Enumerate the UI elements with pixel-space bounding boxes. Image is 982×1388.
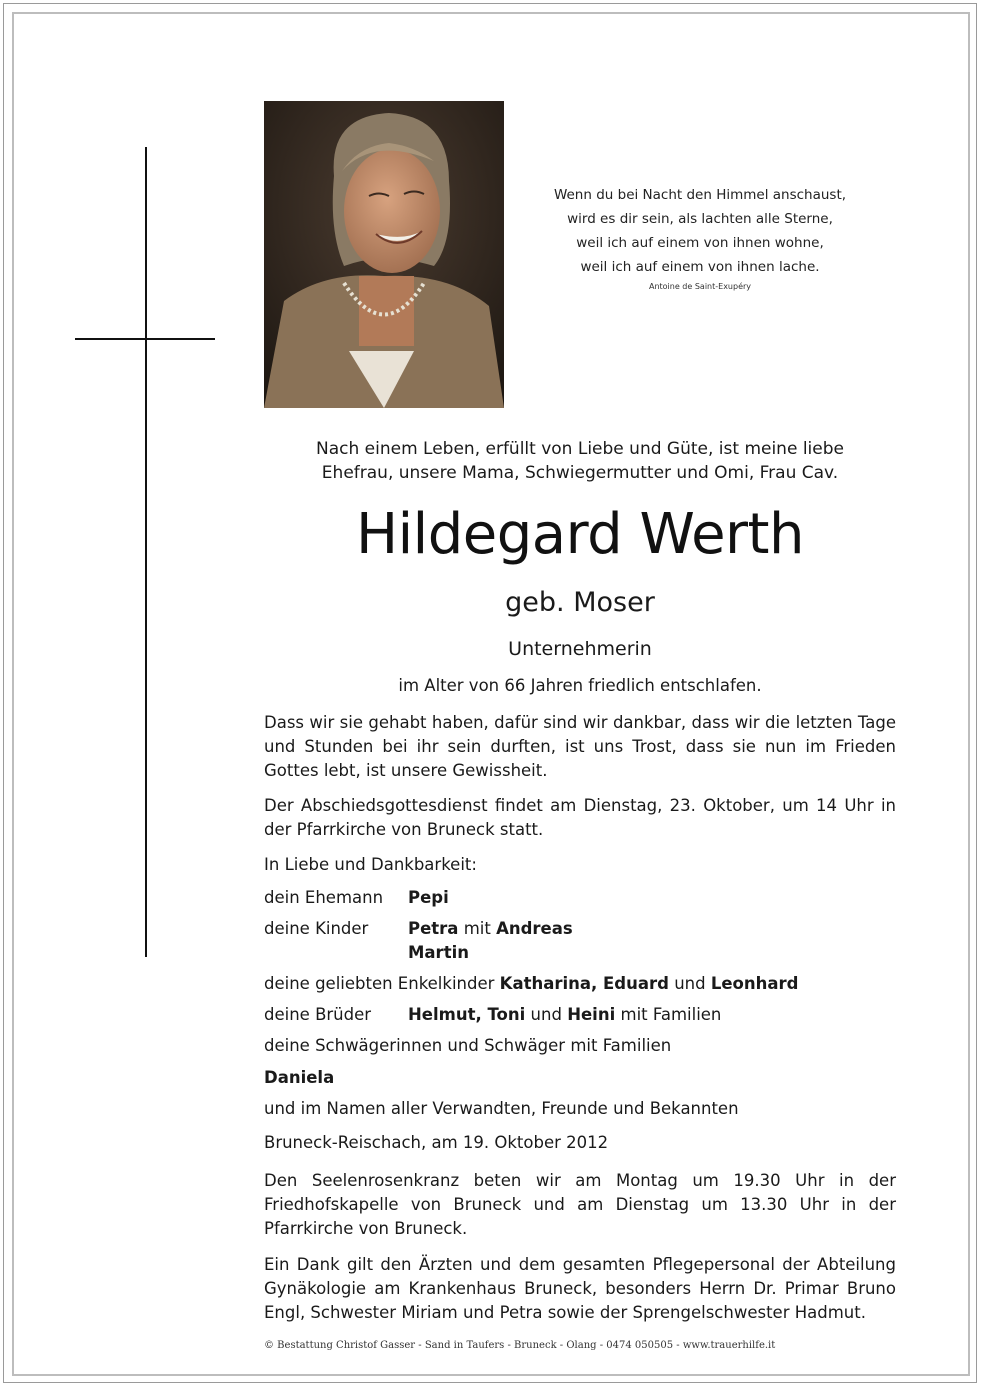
children-label: deine Kinder: [264, 919, 369, 938]
in-laws-line: deine Schwägerinnen und Schwäger mit Familien: [264, 1036, 672, 1055]
quote-line: weil ich auf einem von ihnen lache.: [580, 259, 820, 275]
husband-name: Pepi: [408, 888, 449, 907]
epitaph-quote: [510, 183, 890, 294]
comfort-paragraph: Dass wir sie gehabt haben, dafür sind wir dankbar, dass wir die letzten Tage und Stunden bei ihr sein durften, ist uns Trost, dass sie nun im Frieden Gottes lebt, ist unsere Gewissheit.: [264, 713, 896, 780]
cross-icon-horizontal: [75, 338, 215, 340]
age-line: im Alter von 66 Jahren friedlich entschlafen.: [398, 676, 762, 695]
rosary-paragraph: Den Seelenrosenkranz beten wir am Montag um 19.30 Uhr in der Friedhofskapelle von Bruneck und am Dienstag um 13.30 Uhr in der Pfarrkirche von Bruneck.: [264, 1171, 896, 1238]
quote-line: weil ich auf einem von ihnen wohne,: [576, 235, 824, 251]
intro-line: Nach einem Leben, erfüllt von Liebe und Güte, ist meine liebe: [316, 439, 844, 459]
deceased-name: Hildegard Werth: [356, 502, 804, 567]
brothers-names: Helmut, Toni und Heini mit Familien: [408, 1005, 722, 1024]
mourners-intro: In Liebe und Dankbarkeit:: [264, 855, 477, 874]
children-line-2: Martin: [408, 943, 469, 962]
birth-name: geb. Moser: [505, 587, 655, 618]
quote-line: wird es dir sein, als lachten alle Sterne,: [567, 211, 833, 227]
extra-name: Daniela: [264, 1068, 335, 1087]
profession: Unternehmerin: [508, 638, 652, 660]
service-paragraph: Der Abschiedsgottesdienst findet am Dienstag, 23. Oktober, um 14 Uhr in der Pfarrkirche von Bruneck statt.: [264, 796, 896, 839]
brothers-label: deine Brüder: [264, 1005, 372, 1024]
children-line-1: Petra mit Andreas: [408, 919, 573, 938]
cross-icon-vertical: [145, 147, 147, 957]
portrait-photo: [264, 101, 504, 408]
intro-line: Ehefrau, unsere Mama, Schwiegermutter und Omi, Frau Cav.: [321, 463, 839, 483]
husband-label: dein Ehemann: [264, 888, 384, 907]
quote-author: Antoine de Saint-Exupéry: [648, 282, 752, 291]
thanks-paragraph: Ein Dank gilt den Ärzten und dem gesamten Pflegepersonal der Abteilung Gynäkologie am Krankenhaus Bruneck, besonders Herrn Dr. Primar Bruno Engl, Schwester Miriam und Petra sowie der Sprengelschwester Hadmut.: [264, 1255, 896, 1322]
footer-credit: © Bestattung Christof Gasser - Sand in Taufers - Bruneck - Olang - 0474 050505 - www.trauerhilfe.it: [264, 1340, 776, 1351]
quote-line: Wenn du bei Nacht den Himmel anschaust,: [553, 187, 847, 203]
intro-text: [240, 437, 920, 485]
relatives-line: und im Namen aller Verwandten, Freunde und Bekannten: [264, 1099, 739, 1118]
place-date: Bruneck-Reischach, am 19. Oktober 2012: [264, 1133, 609, 1152]
grandchildren-line: deine geliebten Enkelkinder Katharina, Eduard und Leonhard: [264, 974, 799, 993]
